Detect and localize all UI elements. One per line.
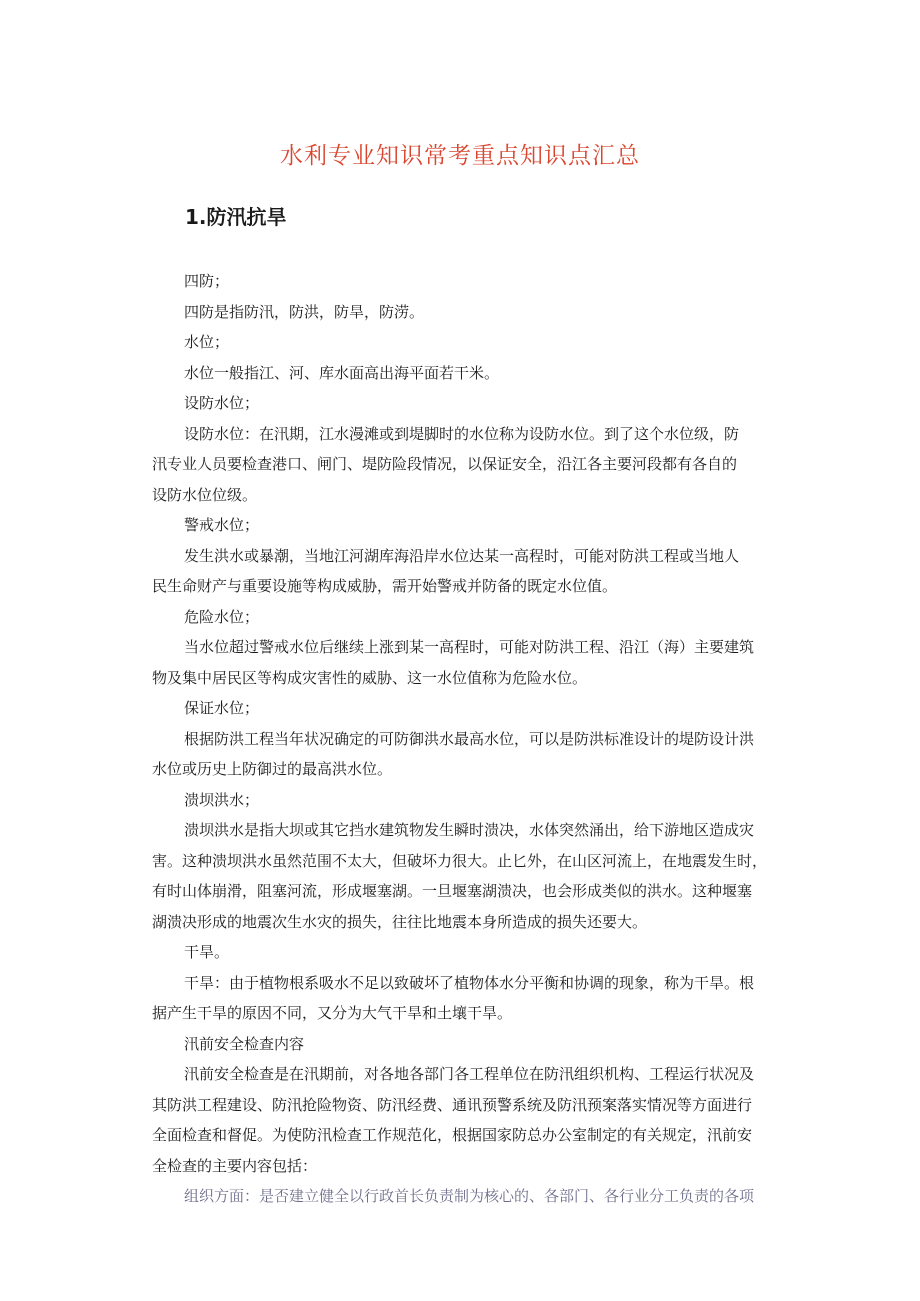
text-line: 害。这种溃坝洪水虽然范围不太大，但破坏力很大。止匕外，在山区河流上，在地震发生时， xyxy=(152,851,768,870)
document-title: 水利专业知识常考重点知识点汇总 xyxy=(280,143,640,169)
text-line: 干旱：由于植物根系吸水不足以致破坏了植物体水分平衡和协调的现象，称为干旱。根 xyxy=(184,973,755,992)
text-line: 汛专业人员要检查港口、闸门、堤防险段情况，以保证安全，沿江各主要河段都有各自的 xyxy=(152,455,738,473)
text-line: 当水位超过警戒水位后继续上涨到某一高程时，可能对防洪工程、沿江（海）主要建筑 xyxy=(184,638,755,656)
text-line: 水位或历史上防御过的最高洪水位。 xyxy=(152,760,393,778)
text-line: 发生洪水或暴潮，当地江河湖库海沿岸水位达某一高程时，可能对防洪工程或当地人 xyxy=(184,546,740,565)
text-line: 保证水位； xyxy=(184,699,260,717)
text-line: 据产生干旱的原因不同，又分为大气干旱和土壤干旱。 xyxy=(152,1004,513,1022)
text-line: 湖溃决形成的地震次生水灾的损失，往往比地震本身所造成的损失还要大。 xyxy=(152,912,648,931)
text-line: 民生命财产与重要设施等构成威胁，需开始警戒并防备的既定水位值。 xyxy=(152,577,618,595)
text-line: 其防洪工程建设、防汛抢险物资、防汛经费、通讯预警系统及防汛预案落实情况等方面进行 xyxy=(152,1095,753,1114)
text-line: 水位一般指江、河、库水面高出海平面若干米。 xyxy=(184,363,500,382)
text-line: 四防是指防汛，防洪，防旱，防涝。 xyxy=(184,302,425,321)
text-line: 全面检查和督促。为使防汛检查工作规范化，根据国家防总办公室制定的有关规定，汛前安 xyxy=(152,1126,753,1144)
text-line: 汛前安全检查内容 xyxy=(184,1034,305,1053)
text-line: 全检查的主要内容包括： xyxy=(152,1156,318,1175)
document-body xyxy=(152,266,768,1212)
text-line: 危险水位； xyxy=(184,607,260,626)
text-line: 水位； xyxy=(184,333,230,351)
text-line: 汛前安全检查是在汛期前，对各地各部门各工程单位在防汛组织机构、工程运行状况及 xyxy=(184,1065,755,1083)
text-line: 有时山体崩滑，阻塞河流，形成堰塞湖。一旦堰塞湖溃决，也会形成类似的洪水。这种堰塞 xyxy=(152,882,753,900)
text-line: 溃坝洪水； xyxy=(184,790,260,809)
text-line: 干旱。 xyxy=(184,943,230,961)
text-line: 警戒水位； xyxy=(184,516,260,534)
text-line: 根据防洪工程当年状况确定的可防御洪水最高水位，可以是防洪标准设计的堤防设计洪 xyxy=(184,729,755,748)
text-line: 物及集中居民区等构成灾害性的威胁、这一水位值称为危险水位。 xyxy=(152,668,588,687)
text-line: 溃坝洪水是指大坝或其它挡水建筑物发生瞬时溃决，水体突然涌出，给下游地区造成灾 xyxy=(184,821,755,839)
text-line: 设防水位：在汛期，江水漫滩或到堤脚时的水位称为设防水位。到了这个水位级，防 xyxy=(184,424,740,443)
text-line: 四防； xyxy=(184,272,230,290)
text-line: 组织方面：是否建立健全以行政首长负责制为核心的、各部门、各行业分工负责的各项 xyxy=(184,1187,755,1205)
text-line: 设防水位位级。 xyxy=(152,485,258,504)
section-heading: 1.防汛抗旱 xyxy=(185,205,287,229)
text-line: 设防水位； xyxy=(184,394,260,412)
